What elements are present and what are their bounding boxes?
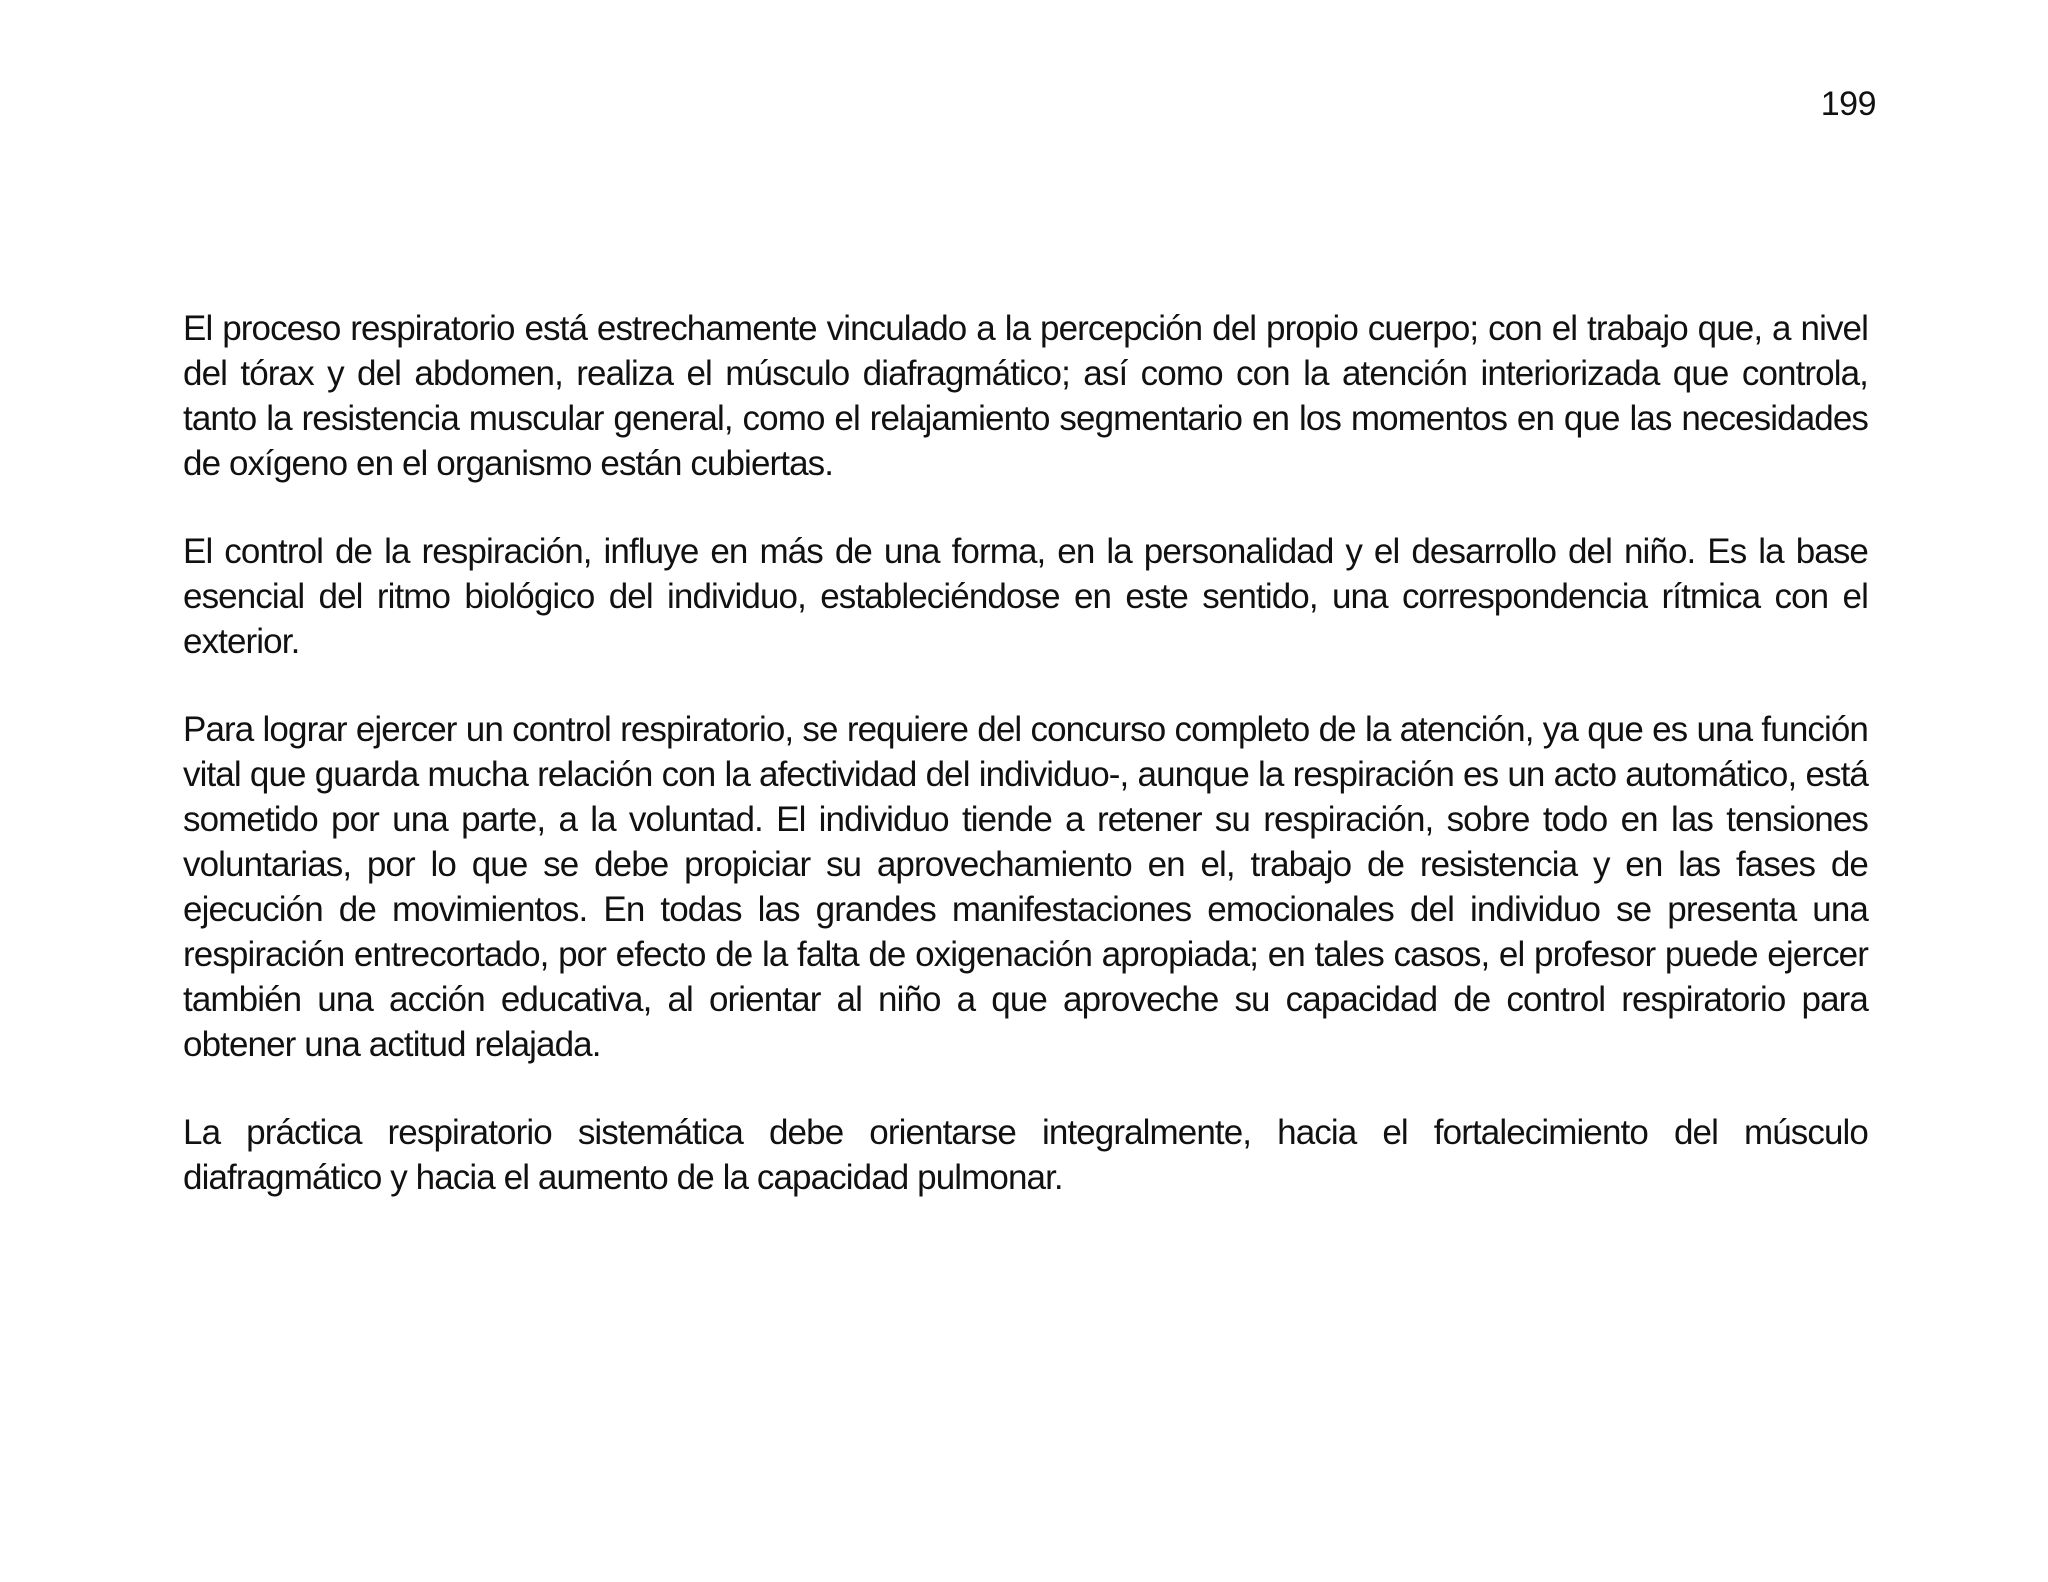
paragraph-systematic-practice: La práctica respiratorio sistemática debe orientarse integralmente, hacia el fortalecimiento del músculo diafragmático y hacia el aumento de la capacidad pulmonar. <box>183 1113 1868 1197</box>
body-text <box>183 306 1868 1243</box>
paragraph-respiratory-process: El proceso respiratorio está estrechamente vinculado a la percepción del propio cuerpo; con el trabajo que, a nivel del tórax y del abdomen, realiza el músculo diafragmático; así como con la atención interiorizada que controla, tanto la resistencia muscular general, como el relajamiento segmentario en los momentos en que las necesidades de oxígeno en el organismo están cubiertas. <box>183 309 1868 483</box>
page-number: 199 <box>1820 85 1876 123</box>
paragraph-breathing-control: El control de la respiración, influye en más de una forma, en la personalidad y el desarrollo del niño. Es la base esencial del ritmo biológico del individuo, estableciéndose en este sentido, una correspondencia rítmica con el exterior. <box>183 532 1868 661</box>
paragraph-respiratory-attention: Para lograr ejercer un control respiratorio, se requiere del concurso completo de la atención, ya que es una función vital que guarda mucha relación con la afectividad del individuo-, aunque la respiración es un acto automático, está sometido por una parte, a la voluntad. El individuo tiende a retener su respiración, sobre todo en las tensiones voluntarias, por lo que se debe propiciar su aprovechamiento en el, trabajo de resistencia y en las fases de ejecución de movimientos. En todas las grandes manifestaciones emocionales del individuo se presenta una respiración entrecortado, por efecto de la falta de oxigenación apropiada; en tales casos, el profesor puede ejercer también una acción educativa, al orientar al niño a que aproveche su capacidad de control respiratorio para obtener una actitud relajada. <box>183 710 1868 1064</box>
